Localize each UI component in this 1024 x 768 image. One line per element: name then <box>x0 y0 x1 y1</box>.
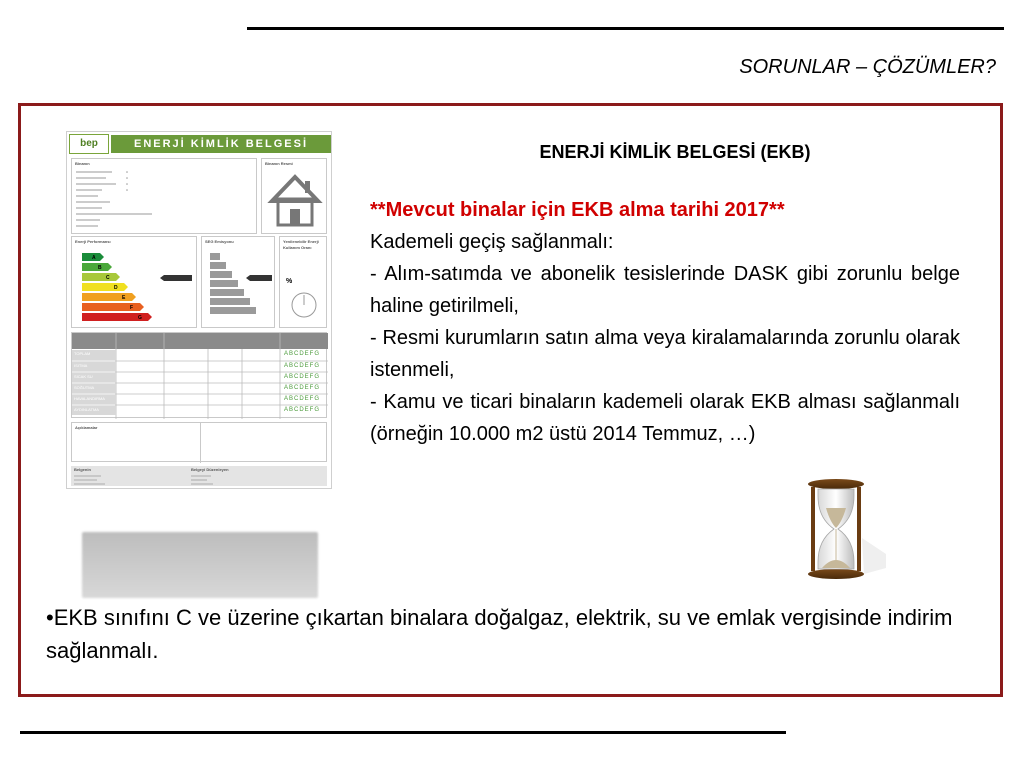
class-strip: ABCDEFG <box>284 351 321 357</box>
svg-text:F: F <box>130 305 134 311</box>
top-rule <box>247 27 1004 30</box>
svg-text:E: E <box>122 295 126 301</box>
emission-label: SEG Emisyonu <box>205 239 234 244</box>
renewable-label: Yenilenebilir Enerji Kullanım Oranı <box>283 239 319 250</box>
svg-text:C: C <box>106 275 110 281</box>
building-info-lines <box>72 159 258 235</box>
building-info-box <box>71 158 257 234</box>
paragraph-public-procurement: - Resmi kurumların satın alma veya kiralamalarında zorunlu olarak istenmeli, <box>370 327 960 381</box>
notes-box <box>71 422 327 462</box>
hourglass-icon <box>800 478 886 580</box>
class-strip: ABCDEFG <box>284 363 321 369</box>
main-text-block <box>370 136 960 450</box>
svg-text:%: % <box>286 278 293 285</box>
energy-certificate-image <box>66 131 332 489</box>
class-strip: ABCDEFG <box>284 374 321 380</box>
building-section-label: Binanın <box>75 161 90 166</box>
svg-text:D: D <box>114 285 118 291</box>
paragraph-dask: - Alım-satımda ve abonelik tesislerinde DASK gibi zorunlu belge haline getirilmeli, <box>370 263 960 317</box>
footer-lines <box>71 466 327 486</box>
renewable-box <box>279 236 327 328</box>
renewable-gauge-icon <box>280 237 328 329</box>
row-label-ventilation: HAVALANDIRMA <box>74 396 105 401</box>
emission-box <box>201 236 275 328</box>
certificate-footer <box>71 466 327 486</box>
bep-logo: bep <box>69 134 109 154</box>
building-photo-label: Binanın Resmi <box>265 161 293 166</box>
consumption-table <box>71 332 327 418</box>
transition-line: Kademeli geçiş sağlanmalı: <box>370 231 614 253</box>
certificate-title: ENERJİ KİMLİK BELGESİ <box>111 135 331 153</box>
energy-performance-box <box>71 236 197 328</box>
class-strip: ABCDEFG <box>284 385 321 391</box>
house-icon <box>262 159 328 235</box>
row-label-heating: ISITMA <box>74 363 88 368</box>
emission-class-arrows <box>202 237 276 329</box>
blurred-placeholder <box>82 532 318 598</box>
slide-title: SORUNLAR – ÇÖZÜMLER? <box>739 56 996 78</box>
row-label-cooling: SOĞUTMA <box>74 385 95 390</box>
class-strip: ABCDEFG <box>284 396 321 402</box>
certificate-info-label: Belgenin <box>74 467 91 472</box>
certificate-header <box>67 132 333 156</box>
ekb-tax-reduction-bullet: •EKB sınıfını C ve üzerine çıkartan binalara doğalgaz, elektrik, su ve emlak vergisinde indirim sağlanmalı. <box>46 605 953 663</box>
issuer-label: Belgeyi Düzenleyen <box>191 467 229 472</box>
ekb-heading: ENERJİ KİMLİK BELGESİ (EKB) <box>539 142 811 162</box>
svg-text:A: A <box>92 255 96 261</box>
building-photo-box <box>261 158 327 234</box>
energy-class-arrows <box>72 237 198 329</box>
svg-text:B: B <box>98 265 102 271</box>
row-label-lighting: AYDINLATMA <box>74 407 99 412</box>
class-strip: ABCDEFG <box>284 407 321 413</box>
notes-label: Açıklamalar <box>75 425 98 430</box>
row-label-hot-water: SICAK SU <box>74 374 93 379</box>
notes-divider <box>200 423 201 463</box>
ekb-deadline-notice: **Mevcut binalar için EKB alma tarihi 2017** <box>370 199 785 221</box>
energy-performance-label: Enerji Performansı <box>75 239 111 244</box>
svg-text:G: G <box>138 315 142 321</box>
bottom-rule <box>20 731 786 734</box>
paragraph-public-commercial: - Kamu ve ticari binaların kademeli olarak EKB alması sağlanmalı (örneğin 10.000 m2 üstü 2014 Temmuz, …) <box>370 391 960 445</box>
row-label-total: TOPLAM <box>74 351 91 356</box>
